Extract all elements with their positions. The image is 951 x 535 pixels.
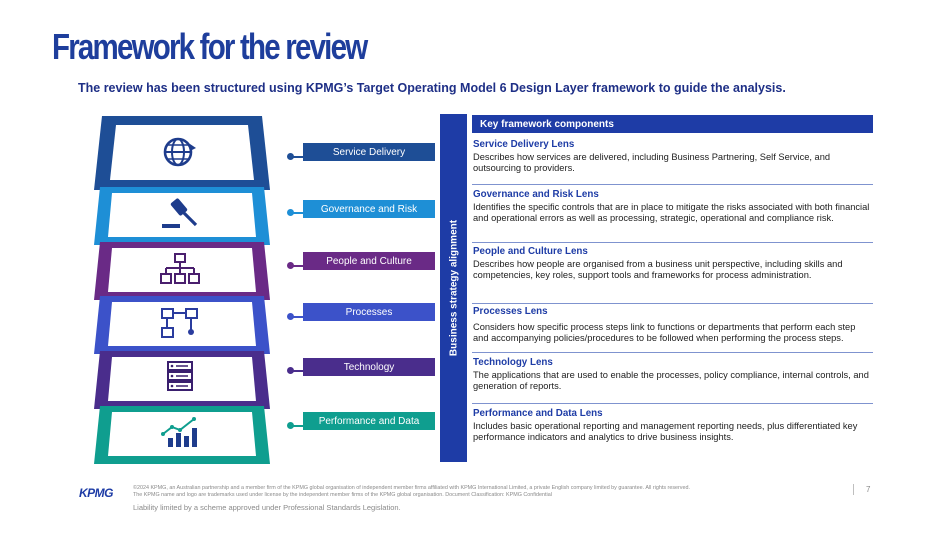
gavel-icon (160, 197, 200, 231)
divider (472, 403, 873, 404)
lens-title: Technology Lens (473, 357, 553, 368)
lens-service-delivery (473, 139, 873, 175)
lens-text: The applications that are used to enable the processes, policy compliance, internal controls, and generation of reports. (473, 370, 869, 392)
lens-text: Considers how specific process steps link to functions or departments that perform each step and accompanying policies/procedures to be followed when performing the process steps. (473, 322, 856, 344)
footer-legal-line: ©2024 KPMG, an Australian partnership and a member firm of the KPMG global organisation of independent member firms affiliated with KPMG International Limited, a private English company limited by guarantee. All rights reserved. (133, 485, 690, 491)
label-governance-risk: Governance and Risk (303, 200, 435, 218)
divider (472, 352, 873, 353)
layer-people-culture (94, 238, 270, 298)
label-service-delivery: Service Delivery (303, 143, 435, 161)
layer-governance-risk (94, 183, 270, 243)
connector-line (292, 156, 303, 158)
page-subtitle: The review has been structured using KPMG’s Target Operating Model 6 Design Layer framework to guide the analysis. (78, 81, 786, 95)
connector-line (292, 212, 303, 214)
lens-technology (473, 357, 873, 393)
process-flow-icon (160, 306, 200, 340)
layer-performance-data (94, 402, 270, 462)
page-title: Framework for the review (52, 26, 367, 67)
connector-line (292, 370, 303, 372)
lens-title: Processes Lens (473, 306, 548, 317)
alignment-bar (440, 114, 467, 462)
lens-processes (473, 306, 873, 345)
layer-processes (94, 292, 270, 352)
lens-governance-risk (473, 189, 873, 225)
kpmg-logo: KPMG (79, 486, 113, 500)
page-number-divider (853, 484, 854, 495)
globe-icon (160, 135, 200, 169)
divider (472, 303, 873, 304)
lens-performance-data (473, 408, 873, 444)
alignment-bar-label: Business strategy alignment (448, 219, 459, 357)
lens-title: Performance and Data Lens (473, 408, 603, 419)
connector-line (292, 425, 303, 427)
label-technology: Technology (303, 358, 435, 376)
layer-stack (94, 112, 270, 464)
divider (472, 184, 873, 185)
label-processes: Processes (303, 303, 435, 321)
footer-legal-line: The KPMG name and logo are trademarks used under license by the independent member firms of the KPMG global organisation. Document Classification: KPMG Confidential (133, 492, 552, 499)
panel-heading: Key framework components (472, 115, 873, 133)
lens-title: People and Culture Lens (473, 246, 588, 257)
footer-legal (133, 485, 773, 499)
connector-line (292, 316, 303, 318)
label-people-culture: People and Culture (303, 252, 435, 270)
lens-text: Describes how services are delivered, including Business Partnering, Self Service, and outsourcing to providers. (473, 152, 831, 174)
lens-text: Includes basic operational reporting and management reporting needs, plus differentiated key performance indicators and analytics to drive business insights. (473, 421, 858, 443)
layer-technology (94, 347, 270, 407)
connector-line (292, 265, 303, 267)
lens-title: Service Delivery Lens (473, 139, 575, 150)
bar-chart-icon (160, 416, 200, 450)
label-performance-data: Performance and Data (303, 412, 435, 430)
layer-service-delivery (94, 116, 270, 176)
org-chart-icon (160, 252, 200, 286)
footer-liability: Liability limited by a scheme approved under Professional Standards Legislation. (133, 503, 401, 512)
lens-text: Identifies the specific controls that are in place to mitigate the risks associated with both financial and operational errors as well as processing, strategic, operational and compliance risk. (473, 202, 870, 224)
divider (472, 242, 873, 243)
lens-text: Describes how people are organised from a business unit perspective, including skills and competencies, key roles, support tools and frameworks for process administration. (473, 259, 843, 281)
page-number: 7 (866, 485, 871, 494)
server-icon (160, 360, 200, 394)
lens-people-culture (473, 246, 873, 282)
lens-title: Governance and Risk Lens (473, 189, 599, 200)
